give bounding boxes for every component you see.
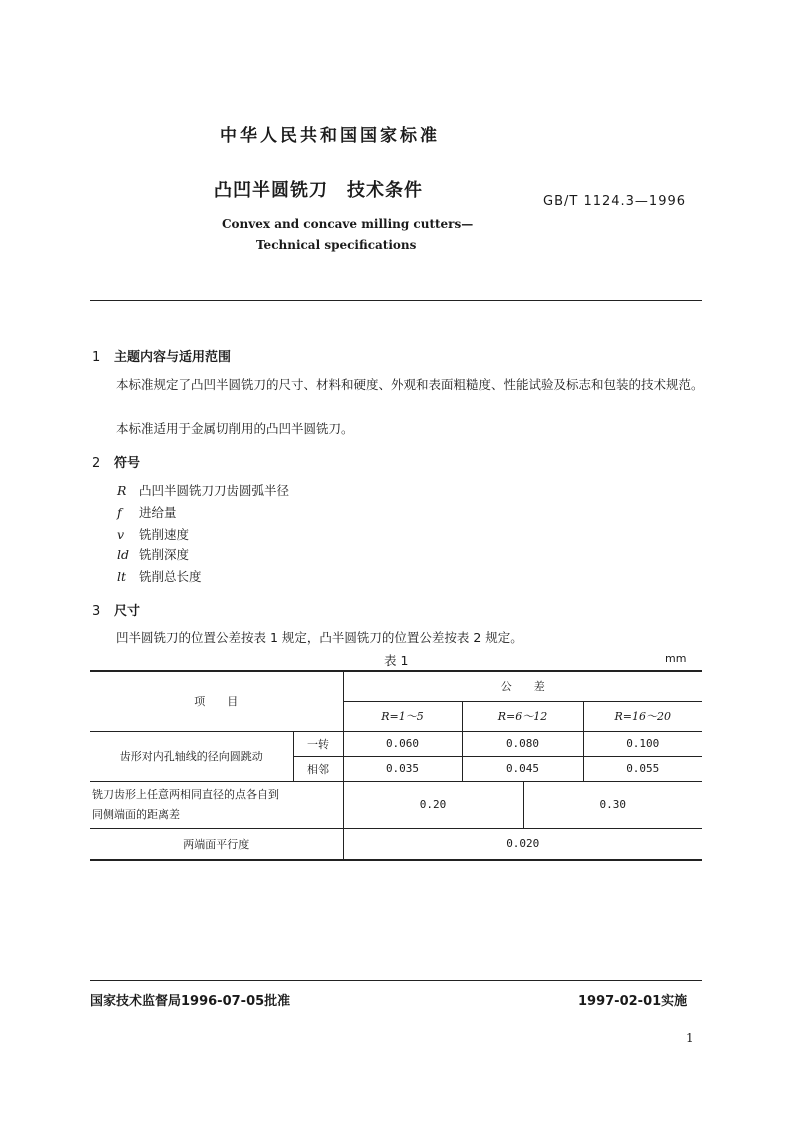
row-label: 齿形对内孔轴线的径向圆跳动 — [90, 731, 293, 781]
symbol-row — [117, 481, 289, 499]
symbol-row — [117, 503, 177, 521]
issuing-body: 中华人民共和国国家标准 — [220, 126, 440, 146]
section-number: 3 — [92, 604, 101, 619]
row-label: 两端面平行度 — [90, 828, 343, 860]
table-row — [90, 781, 702, 828]
footer-divider — [90, 980, 702, 981]
value-cell: 0.080 — [462, 731, 583, 756]
section-1-heading — [92, 346, 231, 365]
header-tolerance: 公 差 — [343, 671, 702, 701]
symbol: lt — [117, 569, 127, 584]
range-header: R=1～5 — [343, 701, 462, 731]
symbol-desc: 凸凹半圆铣刀刀齿圆弧半径 — [139, 483, 290, 498]
table-row — [90, 828, 702, 860]
section-1-paragraph-1: 本标准规定了凸凹半圆铣刀的尺寸、材料和硬度、外观和表面粗糙度、性能试验及标志和包装的技术规范。 — [116, 377, 704, 392]
section-number: 1 — [92, 350, 101, 365]
row-label — [90, 781, 343, 828]
value-cell: 0.055 — [583, 756, 702, 781]
section-1-paragraph-2: 本标准适用于金属切削用的凸凹半圆铣刀。 — [116, 421, 354, 436]
page-number: 1 — [686, 1031, 694, 1045]
value-cell: 0.045 — [462, 756, 583, 781]
table-caption: 表 1 — [384, 653, 409, 668]
sub-label: 相邻 — [293, 756, 343, 781]
symbol-desc: 铣削速度 — [139, 527, 190, 542]
value-cell: 0.060 — [343, 731, 462, 756]
table-row — [90, 731, 702, 756]
symbol-desc: 进给量 — [139, 505, 177, 520]
symbol-row — [117, 567, 202, 585]
header-item: 项 目 — [90, 671, 343, 731]
sub-label: 一转 — [293, 731, 343, 756]
section-title: 尺寸 — [114, 604, 141, 619]
english-title-line2: Technical specifications — [256, 238, 417, 252]
section-2-heading — [92, 452, 140, 471]
range-header: R=6～12 — [462, 701, 583, 731]
english-title-line1: Convex and concave milling cutters— — [222, 217, 474, 231]
section-title: 符号 — [114, 456, 141, 471]
symbol: ld — [117, 547, 129, 562]
value-cell: 0.20 — [343, 781, 523, 828]
range-header: R=16～20 — [583, 701, 702, 731]
value-cell: 0.30 — [523, 781, 702, 828]
value-cell: 0.035 — [343, 756, 462, 781]
symbol: v — [117, 527, 125, 542]
symbol-row — [117, 525, 189, 543]
section-title: 主题内容与适用范围 — [114, 350, 232, 365]
tolerance-table — [90, 670, 702, 861]
symbol-desc: 铣削总长度 — [139, 569, 202, 584]
section-number: 2 — [92, 456, 101, 471]
symbol-row — [117, 545, 189, 563]
symbol-desc: 铣削深度 — [139, 547, 190, 562]
symbol: R — [117, 483, 127, 498]
header-divider — [90, 300, 702, 301]
section-3-heading — [92, 600, 140, 619]
value-cell: 0.020 — [343, 828, 702, 860]
approval-info: 国家技术监督局1996-07-05批准 — [90, 994, 291, 1009]
standard-number — [543, 194, 686, 209]
section-3-paragraph-1: 凹半圆铣刀的位置公差按表 1 规定，凸半圆铣刀的位置公差按表 2 规定。 — [116, 630, 523, 645]
symbol: f — [117, 505, 122, 520]
implementation-date: 1997-02-01实施 — [578, 994, 688, 1009]
value-cell: 0.100 — [583, 731, 702, 756]
table-unit: mm — [665, 652, 687, 665]
row-label-line: 铣刀齿形上任意两相同直径的点各自到 — [92, 787, 279, 801]
document-title: 凸凹半圆铣刀 技术条件 — [214, 180, 423, 201]
standard-number-text: GB/T 1124.3—1996 — [543, 194, 687, 209]
row-label-line: 同侧端面的距离差 — [92, 807, 180, 821]
